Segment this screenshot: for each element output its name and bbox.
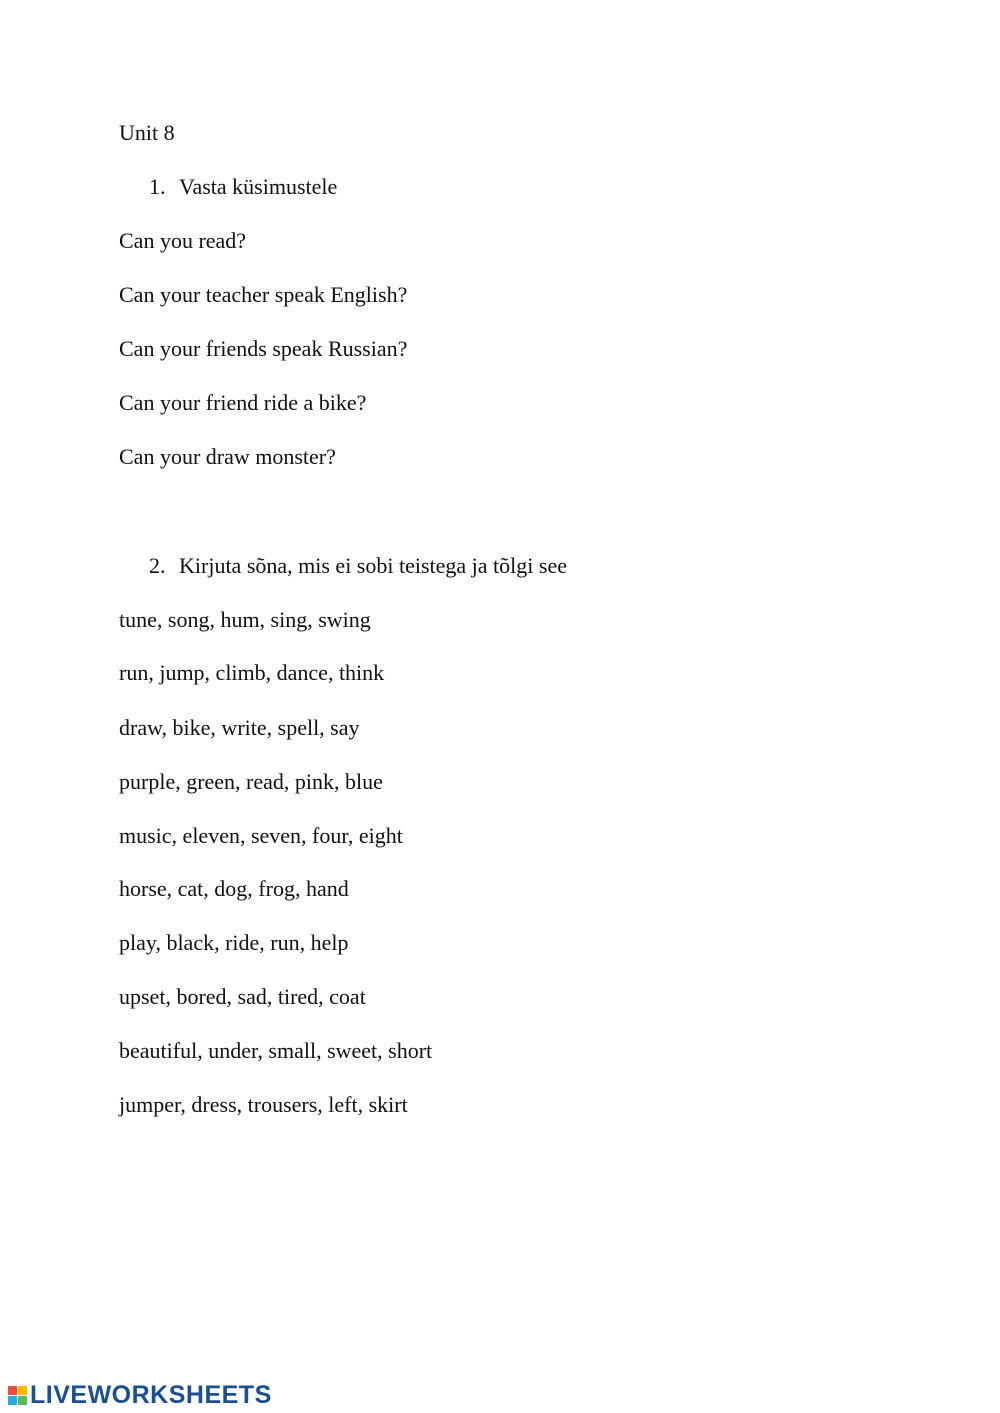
- page-title: Unit 8: [119, 120, 175, 145]
- question-5: Can your draw monster?: [119, 444, 336, 469]
- liveworksheets-logo: [8, 1380, 272, 1410]
- word-row-3: draw, bike, write, spell, say: [119, 715, 360, 740]
- section-2-heading-text: Kirjuta sõna, mis ei sobi teistega ja tõlgi see: [179, 553, 567, 578]
- word-row-5: music, eleven, seven, four, eight: [119, 823, 403, 848]
- question-3: Can your friends speak Russian?: [119, 336, 408, 361]
- section-1-number: 1.: [149, 174, 166, 199]
- section-2-number: 2.: [149, 553, 166, 578]
- word-row-10: jumper, dress, trousers, left, skirt: [119, 1092, 408, 1117]
- word-row-7: play, black, ride, run, help: [119, 930, 349, 955]
- word-row-9: beautiful, under, small, sweet, short: [119, 1038, 433, 1063]
- section-2-heading: [149, 552, 567, 580]
- logo-block: [8, 1386, 17, 1395]
- logo-blocks-icon: [8, 1386, 27, 1405]
- logo-block: [18, 1386, 27, 1395]
- section-1-heading-text: Vasta küsimustele: [179, 174, 338, 199]
- word-row-6: horse, cat, dog, frog, hand: [119, 876, 349, 901]
- question-1: Can you read?: [119, 228, 247, 253]
- section-1-heading: [149, 173, 337, 201]
- logo-block: [18, 1396, 27, 1405]
- word-row-4: purple, green, read, pink, blue: [119, 769, 383, 794]
- word-row-8: upset, bored, sad, tired, coat: [119, 984, 366, 1009]
- logo-text: LIVEWORKSHEETS: [30, 1380, 272, 1409]
- question-4: Can your friend ride a bike?: [119, 390, 367, 415]
- logo-block: [8, 1396, 17, 1405]
- word-row-1: tune, song, hum, sing, swing: [119, 607, 371, 632]
- question-2: Can your teacher speak English?: [119, 282, 408, 307]
- word-row-2: run, jump, climb, dance, think: [119, 660, 385, 685]
